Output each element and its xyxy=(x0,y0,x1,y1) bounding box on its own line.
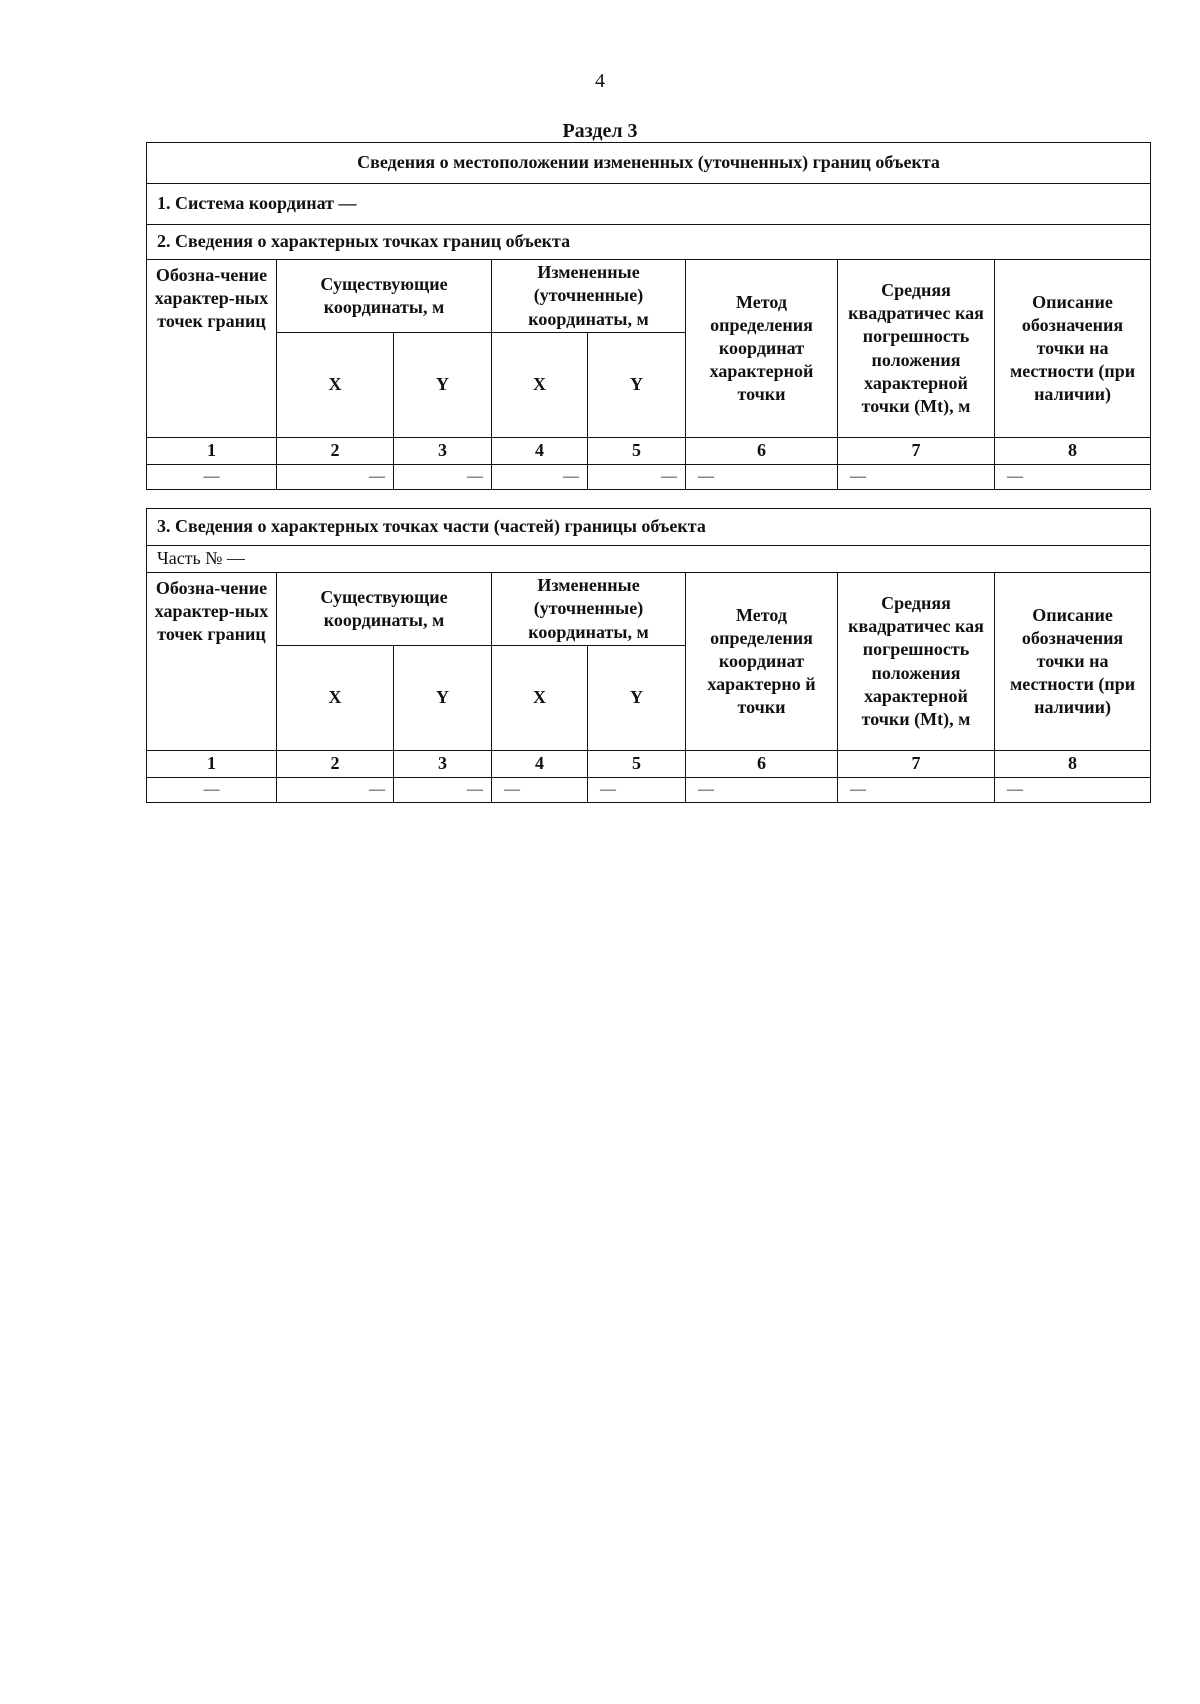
part-number-row: Часть № — xyxy=(147,546,1151,573)
col-designation-header: Обозна-чение характер-ных точек границ xyxy=(147,260,277,438)
empty-cell: — xyxy=(686,778,838,803)
col-changed-header: Измененные (уточненные) координаты, м xyxy=(492,260,686,333)
empty-cell: — xyxy=(588,778,686,803)
column-number: 6 xyxy=(686,438,838,465)
empty-cell: — xyxy=(838,778,995,803)
column-number: 5 xyxy=(588,751,686,778)
column-number: 2 xyxy=(277,751,394,778)
col-changed-y: Y xyxy=(588,333,686,438)
column-number: 8 xyxy=(995,751,1151,778)
col-description-header: Описание обозначения точки на местности (при наличии) xyxy=(995,573,1151,751)
column-number: 2 xyxy=(277,438,394,465)
empty-cell: — xyxy=(277,778,394,803)
column-number: 7 xyxy=(838,438,995,465)
column-number-row xyxy=(147,438,1151,465)
column-number: 3 xyxy=(394,438,492,465)
col-changed-x: X xyxy=(492,646,588,751)
empty-cell: — xyxy=(277,465,394,490)
part-points-table xyxy=(146,508,1151,803)
col-error-header: Средняя квадратичес кая погрешность положения характерной точки (Mt), м xyxy=(838,260,995,438)
col-existing-x: X xyxy=(277,333,394,438)
coordinate-system-row: 1. Система координат — xyxy=(147,184,1151,225)
col-existing-header: Существующие координаты, м xyxy=(277,260,492,333)
col-changed-header: Измененные (уточненные) координаты, м xyxy=(492,573,686,646)
col-changed-x: X xyxy=(492,333,588,438)
points-section-title: 2. Сведения о характерных точках границ объекта xyxy=(147,225,1151,260)
column-number: 4 xyxy=(492,438,588,465)
col-changed-y: Y xyxy=(588,646,686,751)
column-number: 3 xyxy=(394,751,492,778)
column-number: 1 xyxy=(147,751,277,778)
col-existing-x: X xyxy=(277,646,394,751)
column-number-row xyxy=(147,751,1151,778)
empty-cell: — xyxy=(394,778,492,803)
empty-cell: — xyxy=(838,465,995,490)
col-existing-y: Y xyxy=(394,333,492,438)
empty-cell: — xyxy=(995,778,1151,803)
col-existing-header: Существующие координаты, м xyxy=(277,573,492,646)
section-title: Раздел 3 xyxy=(562,120,638,142)
table-header: Сведения о местоположении измененных (уточненных) границ объекта xyxy=(147,143,1151,184)
empty-cell: — xyxy=(995,465,1151,490)
empty-cell: — xyxy=(588,465,686,490)
column-number: 5 xyxy=(588,438,686,465)
boundary-points-table xyxy=(146,142,1151,490)
empty-cell: — xyxy=(394,465,492,490)
column-number: 4 xyxy=(492,751,588,778)
part-section-title: 3. Сведения о характерных точках части (частей) границы объекта xyxy=(147,509,1151,546)
col-method-header: Метод определения координат характерно й точки xyxy=(686,573,838,751)
col-designation-header: Обозна-чение характер-ных точек границ xyxy=(147,573,277,751)
column-number: 6 xyxy=(686,751,838,778)
table-row xyxy=(147,778,1151,803)
empty-cell: — xyxy=(492,778,588,803)
empty-cell: — xyxy=(492,465,588,490)
empty-cell: — xyxy=(686,465,838,490)
col-existing-y: Y xyxy=(394,646,492,751)
page-number: 4 xyxy=(595,70,605,92)
col-error-header: Средняя квадратичес кая погрешность положения характерной точки (Mt), м xyxy=(838,573,995,751)
empty-cell: — xyxy=(147,778,277,803)
column-number: 8 xyxy=(995,438,1151,465)
column-number: 1 xyxy=(147,438,277,465)
table-row xyxy=(147,465,1151,490)
col-description-header: Описание обозначения точки на местности (при наличии) xyxy=(995,260,1151,438)
empty-cell: — xyxy=(147,465,277,490)
column-number: 7 xyxy=(838,751,995,778)
col-method-header: Метод определения координат характерной точки xyxy=(686,260,838,438)
